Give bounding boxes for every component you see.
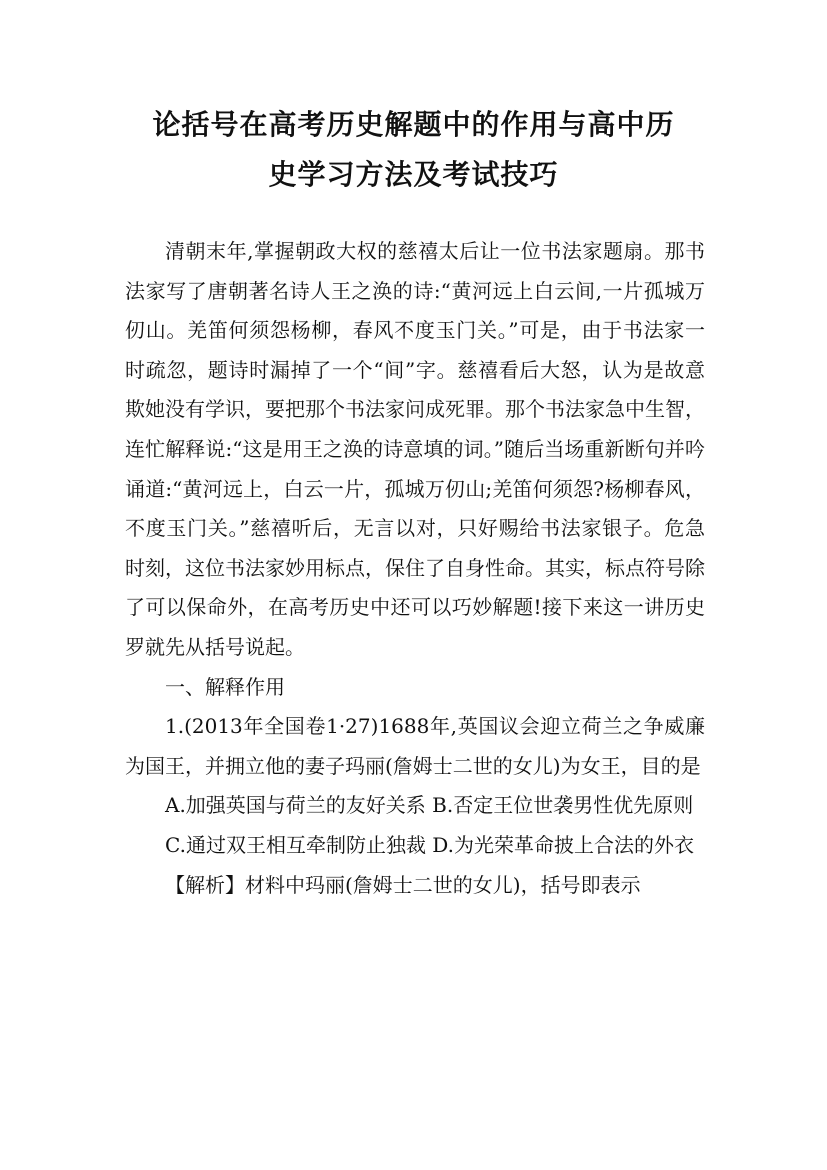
paragraph-intro: 清朝末年,掌握朝政大权的慈禧太后让一位书法家题扇。那书法家写了唐朝著名诗人王之涣的诗:“黄河远上白云间,一片孤城万仞山。羌笛何须怨杨柳，春风不度玉门关。”可是，由于书法家一时疏忽，题诗时漏掉了一个“间”字。慈禧看后大怒，认为是故意欺她没有学识，要把那个书法家问成死罪。那个书法家急中生智，连忙解释说:“这是用王之涣的诗意填的词。”随后当场重新断句并吟诵道:“黄河远上，白云一片，孤城万仞山;羌笛何须怨?杨柳春风，不度玉门关。”慈禧听后，无言以对，只好赐给书法家银子。危急时刻，这位书法家妙用标点，保住了自身性命。其实，标点符号除了可以保命外，在高考历史中还可以巧妙解题!接下来这一讲历史罗就先从括号说起。 [125, 239, 705, 659]
section-heading-explanation: 一、解释作用 [165, 674, 285, 699]
page-title [100, 100, 727, 200]
question-1: 1.(2013年全国卷1·27)1688年,英国议会迎立荷兰之争威廉为国王，并拥立他的妻子玛丽(詹姆士二世的女儿)为女王，目的是 [125, 714, 705, 778]
question-1-analysis: 【解析】材料中玛丽(詹姆士二世的女儿)，括号即表示 [165, 872, 641, 897]
title-line-1: 论括号在高考历史解题中的作用与高中历 [152, 108, 675, 141]
question-1-options-ab: A.加强英国与荷兰的友好关系 B.否定王位世袭男性优先原则 [165, 793, 694, 818]
title-line-2: 史学习方法及考试技巧 [268, 158, 559, 191]
document-body [125, 232, 705, 905]
question-1-options-cd: C.通过双王相互牵制防止独裁 D.为光荣革命披上合法的外衣 [165, 832, 694, 857]
